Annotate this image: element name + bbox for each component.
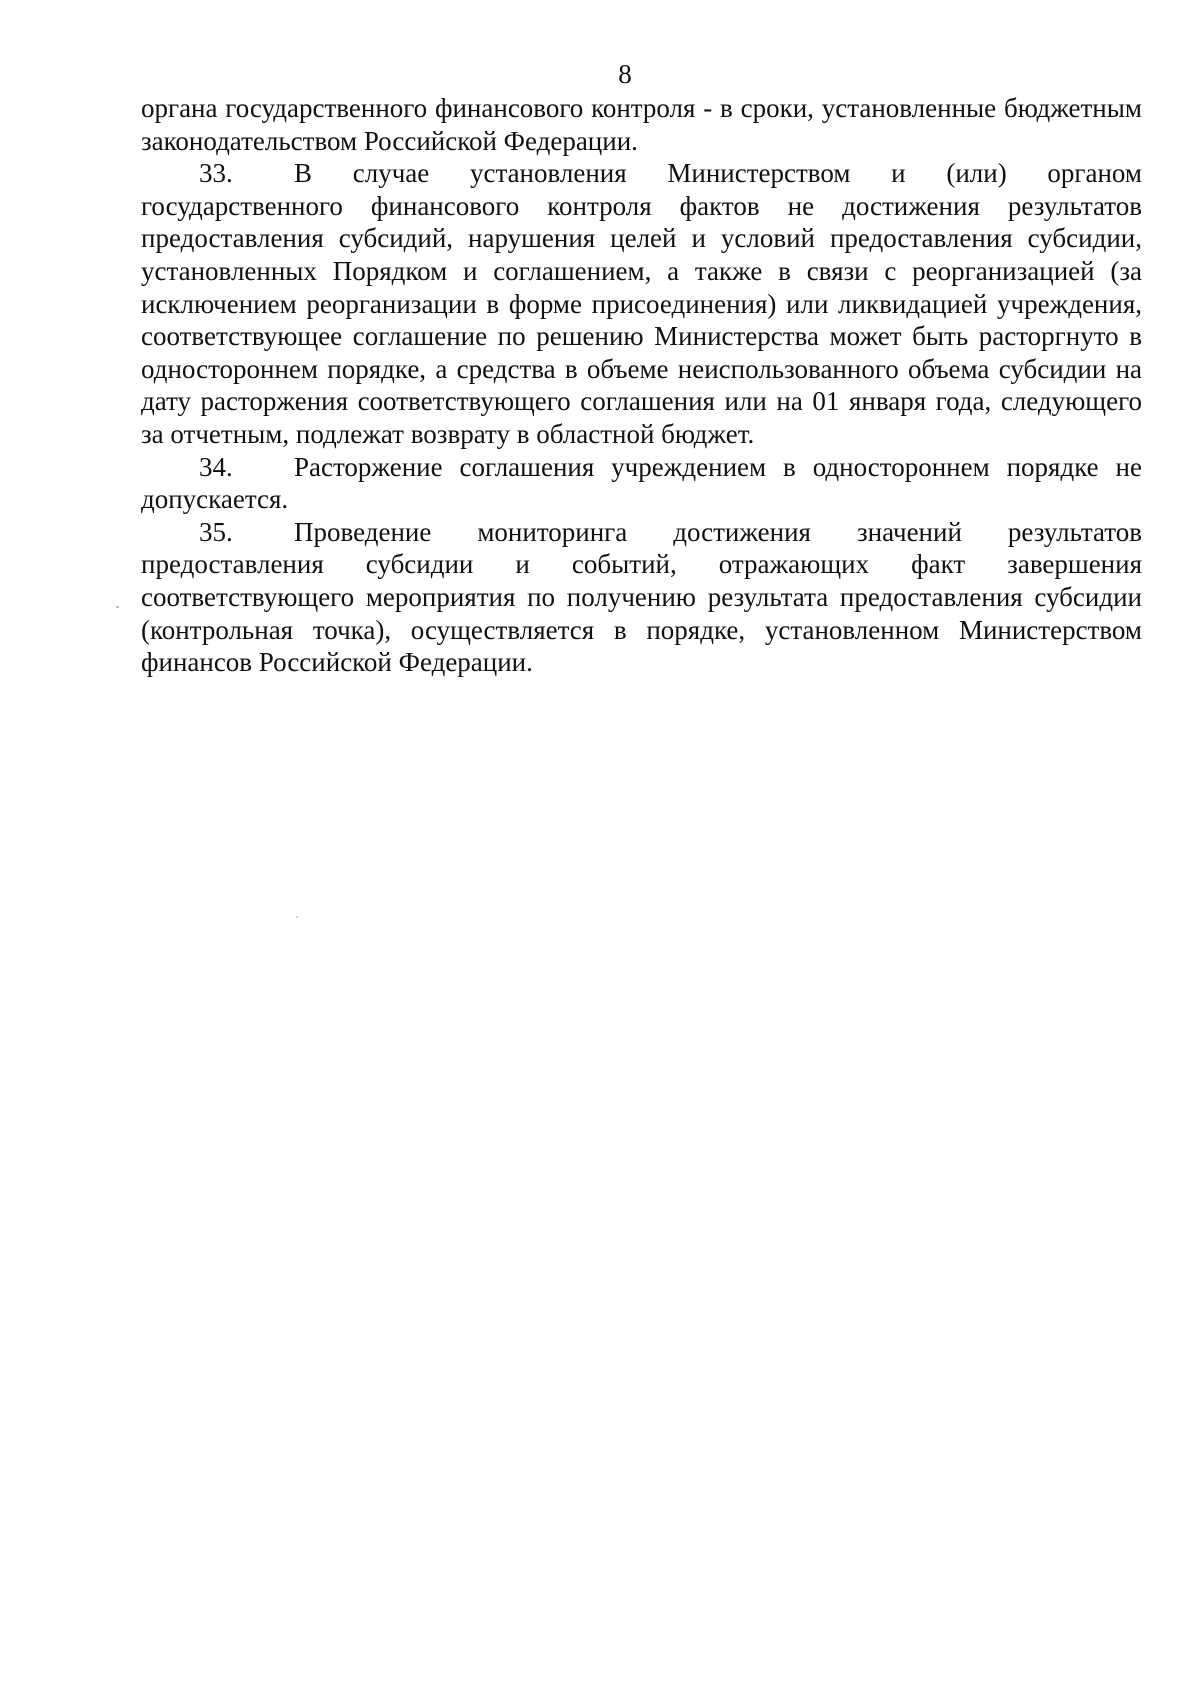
paragraph-text: Расторжение соглашения учреждением в одностороннем порядке не допускается. [141, 451, 1142, 515]
paragraph-continuation [141, 92, 1142, 157]
paragraph-text: В случае установления Министерством и (или) органом государственного финансового контроля фактов не достижения результатов предоставления субсидий, нарушения целей и условий предоставления субсидии, установленных Порядком и соглашением, а также в связи с реорганизацией (за исключением реорганизации в форме присоединения) или ликвидацией учреждения, соответствующее соглашение по решению Министерства может быть расторгнуто в одностороннем порядке, а средства в объеме неиспользованного объема субсидии на дату расторжения соответствующего соглашения или на 01 января года, следующего за отчетным, подлежат возврату в областной бюджет. [141, 158, 1142, 449]
paragraph-33 [141, 157, 1142, 450]
paragraph-number: 33. [199, 158, 233, 189]
paragraph-text: органа государственного финансового контроля - в сроки, установленные бюджетным законодательством Российской Федерации. [141, 93, 1142, 156]
paragraph-number: 34. [199, 451, 233, 482]
document-body [141, 92, 1142, 679]
paragraph-34 [141, 451, 1142, 516]
paragraph-text: Проведение мониторинга достижения значений результатов предоставления субсидии и событий, отражающих факт завершения соответствующего мероприятия по получению результата предоставления субсидии (контрольная точка), осуществляется в порядке, установленном Министерством финансов Российской Федерации. [141, 516, 1142, 678]
paragraph-35 [141, 516, 1142, 679]
page-number: 8 [618, 59, 632, 89]
scan-speck [116, 606, 119, 608]
paragraph-number: 35. [199, 516, 233, 547]
scan-speck [296, 916, 298, 918]
